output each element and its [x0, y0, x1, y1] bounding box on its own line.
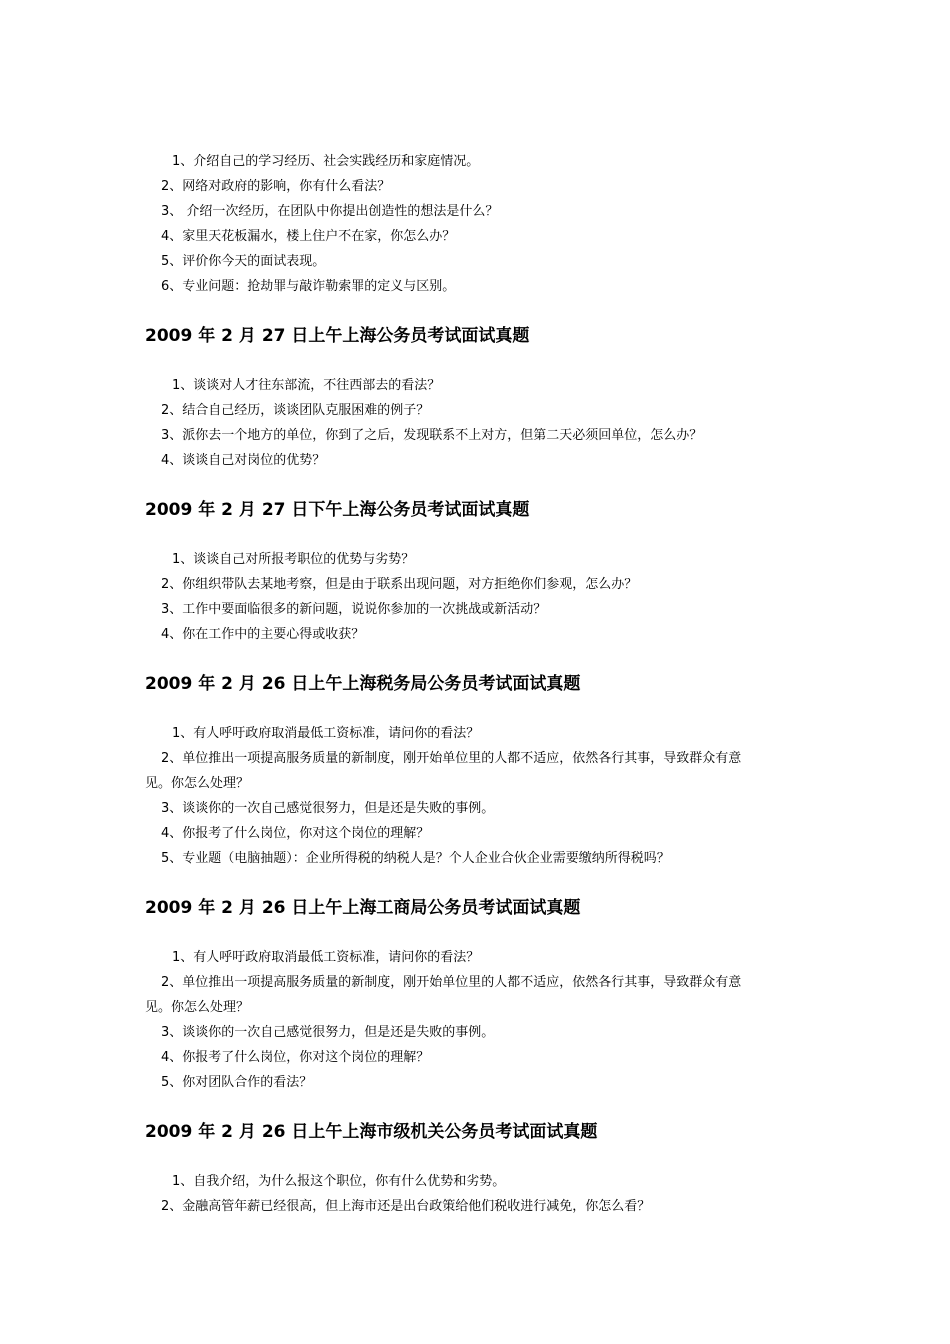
question-item: 1、谈谈自己对所报考职位的优势与劣势？ [172, 552, 415, 567]
question-item: 2、你组织带队去某地考察，但是由于联系出现问题，对方拒绝你们参观，怎么办？ [161, 577, 638, 592]
question-item: 5、专业题（电脑抽题）：企业所得税的纳税人是？个人企业合伙企业需要缴纳所得税吗？ [161, 851, 670, 866]
question-item: 1、有人呼吁政府取消最低工资标准，请问你的看法？ [172, 950, 480, 965]
question-item-continuation: 见。你怎么处理？ [145, 776, 250, 791]
question-item: 4、谈谈自己对岗位的优势？ [161, 453, 326, 468]
section-title: 2009 年 2 月 27 日下午上海公务员考试面试真题 [145, 500, 530, 520]
question-item: 3、工作中要面临很多的新问题，说说你参加的一次挑战或新活动？ [161, 602, 547, 617]
question-item: 3、谈谈你的一次自己感觉很努力，但是还是失败的事例。 [161, 1025, 495, 1040]
intro-item: 2、网络对政府的影响，你有什么看法？ [161, 179, 391, 194]
question-item: 3、谈谈你的一次自己感觉很努力，但是还是失败的事例。 [161, 801, 495, 816]
section-title: 2009 年 2 月 27 日上午上海公务员考试面试真题 [145, 326, 530, 346]
section-title: 2009 年 2 月 26 日上午上海市级机关公务员考试面试真题 [145, 1122, 598, 1142]
question-item: 4、你报考了什么岗位，你对这个岗位的理解？ [161, 1050, 430, 1065]
question-item: 5、你对团队合作的看法？ [161, 1075, 313, 1090]
question-item: 2、金融高管年薪已经很高，但上海市还是出台政策给他们税收进行减免，你怎么看？ [161, 1199, 651, 1214]
intro-item: 6、专业问题：抢劫罪与敲诈勒索罪的定义与区别。 [161, 279, 456, 294]
question-item: 2、结合自己经历，谈谈团队克服困难的例子？ [161, 403, 430, 418]
question-item: 4、你在工作中的主要心得或收获？ [161, 627, 365, 642]
intro-item: 3、 介绍一次经历，在团队中你提出创造性的想法是什么？ [161, 204, 499, 219]
question-item: 1、谈谈对人才往东部流，不往西部去的看法？ [172, 378, 441, 393]
intro-item: 1、介绍自己的学习经历、社会实践经历和家庭情况。 [172, 154, 480, 169]
question-item: 1、自我介绍，为什么报这个职位，你有什么优势和劣势。 [172, 1174, 506, 1189]
question-item: 4、你报考了什么岗位，你对这个岗位的理解？ [161, 826, 430, 841]
intro-item: 5、评价你今天的面试表现。 [161, 254, 326, 269]
section-title: 2009 年 2 月 26 日上午上海工商局公务员考试面试真题 [145, 898, 581, 918]
section-title: 2009 年 2 月 26 日上午上海税务局公务员考试面试真题 [145, 674, 581, 694]
intro-item: 4、家里天花板漏水，楼上住户不在家，你怎么办？ [161, 229, 456, 244]
question-item: 2、单位推出一项提高服务质量的新制度，刚开始单位里的人都不适应，依然各行其事，导致群众有意 [161, 751, 742, 766]
question-item: 1、有人呼吁政府取消最低工资标准，请问你的看法？ [172, 726, 480, 741]
question-item: 3、派你去一个地方的单位，你到了之后，发现联系不上对方，但第二天必须回单位，怎么办？ [161, 428, 703, 443]
question-item-continuation: 见。你怎么处理？ [145, 1000, 250, 1015]
question-item: 2、单位推出一项提高服务质量的新制度，刚开始单位里的人都不适应，依然各行其事，导致群众有意 [161, 975, 742, 990]
